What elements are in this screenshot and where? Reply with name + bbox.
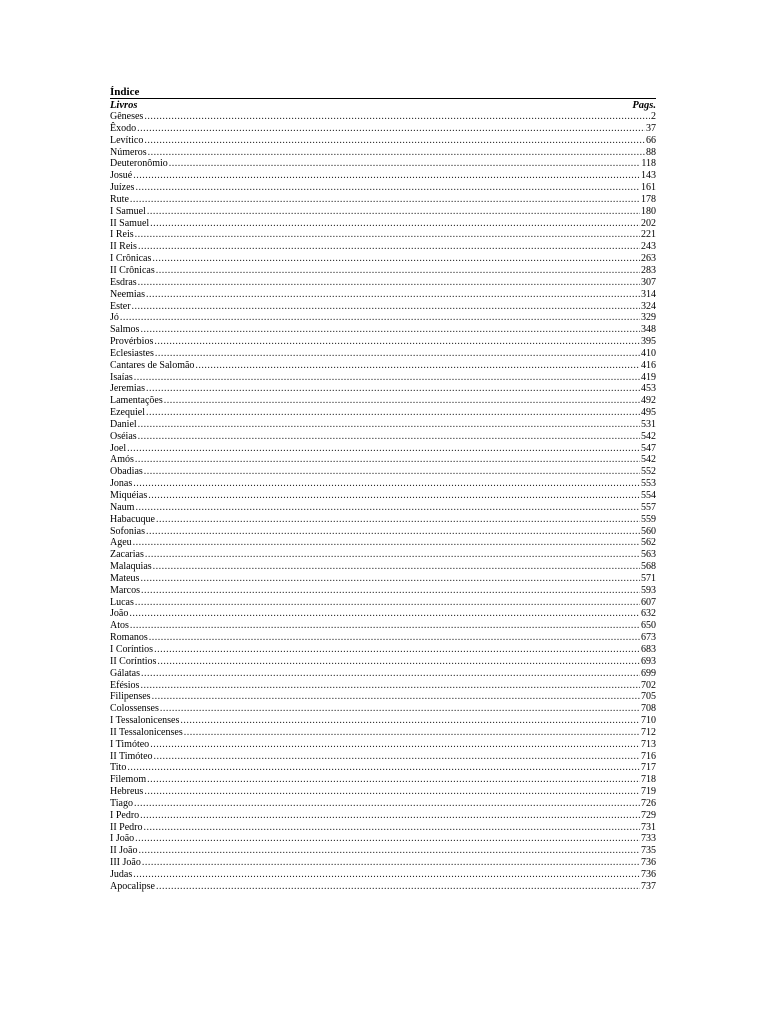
page-number: 673: [641, 632, 656, 644]
list-item: [110, 727, 656, 739]
dot-leader: [169, 158, 641, 170]
dot-leader: [150, 739, 640, 751]
book-name: Judas: [110, 869, 133, 880]
list-item: [110, 170, 656, 182]
book-name: Êxodo: [110, 122, 137, 134]
page-number: 2: [651, 111, 656, 122]
dot-leader: [156, 514, 640, 526]
list-item: [110, 691, 656, 703]
dot-leader: [160, 703, 640, 715]
list-item: [110, 857, 656, 869]
dot-leader: [148, 147, 645, 159]
list-item: [110, 301, 656, 313]
book-name: Naum: [110, 501, 135, 513]
dot-leader: [130, 194, 640, 206]
book-name: Oséias: [110, 430, 137, 442]
book-name: Obadias: [110, 466, 143, 478]
page-number: 547: [641, 442, 656, 454]
page-number: 554: [641, 490, 656, 501]
list-item: [110, 265, 656, 277]
page-number: 492: [641, 395, 656, 407]
book-name: II Pedro: [110, 821, 143, 833]
dot-leader: [135, 182, 640, 194]
dot-leader: [120, 312, 640, 324]
dot-leader: [133, 869, 640, 881]
book-name: Miquéias: [110, 490, 148, 501]
page-number: 632: [641, 608, 656, 620]
list-item: [110, 312, 656, 324]
list-item: [110, 668, 656, 680]
list-item: [110, 158, 656, 170]
dot-leader: [148, 490, 640, 502]
page-number: 726: [641, 797, 656, 809]
dot-leader: [153, 561, 640, 573]
page-number: 683: [641, 643, 656, 655]
table-of-contents: [110, 86, 656, 893]
book-name: II João: [110, 845, 138, 857]
list-item: [110, 798, 656, 810]
page-number: 568: [641, 561, 656, 573]
page-number: 716: [641, 750, 656, 762]
list-item: [110, 289, 656, 301]
list-item: [110, 407, 656, 419]
book-name: Esdras: [110, 276, 137, 288]
book-name: Eclesiastes: [110, 347, 154, 359]
book-name: I Samuel: [110, 205, 146, 217]
page-number: 593: [641, 584, 656, 596]
page-number: 419: [641, 371, 656, 383]
book-name: Filipenses: [110, 691, 151, 703]
book-name: I João: [110, 833, 135, 845]
dot-leader: [155, 348, 640, 360]
list-item: [110, 703, 656, 715]
book-name: I Pedro: [110, 809, 140, 821]
book-name: Tito: [110, 762, 127, 774]
page-number: 180: [641, 205, 656, 217]
page-number: 731: [641, 821, 656, 833]
dot-leader: [134, 798, 640, 810]
book-name: Daniel: [110, 418, 137, 430]
book-name: Romanos: [110, 632, 148, 644]
list-item: [110, 715, 656, 727]
page-number: 553: [641, 478, 656, 490]
book-name: Neemias: [110, 288, 145, 300]
dot-leader: [156, 881, 640, 893]
list-item: [110, 739, 656, 751]
list-item: [110, 502, 656, 514]
list-item: [110, 620, 656, 632]
book-name: Cantares de Salomão: [110, 359, 195, 371]
dot-leader: [152, 691, 640, 703]
page-number: 571: [641, 572, 656, 584]
list-item: [110, 466, 656, 478]
dot-leader: [144, 135, 645, 147]
page-number: 263: [641, 253, 656, 265]
page-number: 542: [641, 454, 656, 466]
page-number: 416: [641, 359, 656, 371]
page-number: 202: [641, 217, 656, 229]
list-item: [110, 680, 656, 692]
dot-leader: [147, 206, 640, 218]
book-name: Filemom: [110, 774, 147, 786]
book-name: Salmos: [110, 324, 140, 336]
list-item: [110, 597, 656, 609]
page-number: 37: [646, 122, 656, 134]
book-name: Jó: [110, 312, 119, 324]
page-number: 531: [641, 418, 656, 430]
dot-leader: [195, 360, 640, 372]
list-item: [110, 881, 656, 893]
dot-leader: [156, 265, 640, 277]
page-number: 699: [641, 667, 656, 679]
page-number: 395: [641, 336, 656, 348]
book-name: Rute: [110, 193, 129, 205]
page-number: 552: [641, 466, 656, 478]
list-item: [110, 383, 656, 395]
dot-leader: [133, 537, 640, 549]
list-item: [110, 241, 656, 253]
book-name: II Coríntios: [110, 655, 157, 667]
list-item: [110, 810, 656, 822]
dot-leader: [133, 170, 640, 182]
dot-leader: [134, 372, 640, 384]
dot-leader: [127, 443, 640, 455]
book-name: Malaquias: [110, 561, 152, 573]
page-number: 736: [641, 857, 656, 869]
pages-column-label: Pags.: [632, 100, 656, 111]
list-item: [110, 514, 656, 526]
book-name: Colossenses: [110, 703, 159, 715]
list-item: [110, 751, 656, 763]
dot-leader: [154, 336, 640, 348]
book-name: II Reis: [110, 241, 137, 253]
book-name: Amós: [110, 454, 134, 466]
book-name: Levítico: [110, 134, 144, 146]
page-number: 736: [641, 869, 656, 880]
book-name: Ester: [110, 300, 131, 312]
page-number: 607: [641, 596, 656, 608]
book-name: Apocalipse: [110, 880, 155, 892]
dot-leader: [164, 395, 640, 407]
page-number: 88: [646, 146, 656, 158]
page-number: 693: [641, 655, 656, 667]
list-item: [110, 644, 656, 656]
book-name: Jeremias: [110, 383, 145, 395]
list-item: [110, 431, 656, 443]
list-item: [110, 490, 656, 502]
book-name: Atos: [110, 620, 129, 632]
book-name: Gêneses: [110, 111, 144, 122]
book-name: II Timóteo: [110, 750, 153, 762]
list-item: [110, 573, 656, 585]
book-name: Gálatas: [110, 667, 140, 679]
page-number: 178: [641, 193, 656, 205]
page-number: 557: [641, 501, 656, 513]
book-name: II Tessalonicenses: [110, 726, 183, 738]
page-number: 495: [641, 407, 656, 419]
dot-leader: [146, 526, 640, 538]
list-item: [110, 443, 656, 455]
book-name: Juízes: [110, 182, 135, 194]
page-number: 712: [641, 726, 656, 738]
dot-leader: [140, 810, 640, 822]
dot-leader: [146, 289, 640, 301]
list-item: [110, 182, 656, 194]
book-name: Lucas: [110, 596, 134, 608]
list-item: [110, 419, 656, 431]
list-item: [110, 561, 656, 573]
dot-leader: [129, 608, 640, 620]
dot-leader: [130, 620, 640, 632]
page-number: 329: [641, 312, 656, 324]
dot-leader: [135, 502, 640, 514]
book-name: II Crônicas: [110, 264, 155, 276]
page-number: 563: [641, 549, 656, 561]
list-item: [110, 774, 656, 786]
dot-leader: [127, 762, 640, 774]
dot-leader: [141, 668, 640, 680]
book-name: I Crônicas: [110, 253, 152, 265]
book-name: Números: [110, 146, 147, 158]
list-item: [110, 206, 656, 218]
list-item: [110, 336, 656, 348]
list-item: [110, 147, 656, 159]
book-name: Tiago: [110, 797, 133, 809]
dot-leader: [135, 597, 640, 609]
book-name: Jonas: [110, 478, 133, 490]
dot-leader: [146, 407, 640, 419]
page-number: 143: [641, 170, 656, 182]
page-number: 221: [641, 229, 656, 241]
page-number: 314: [641, 288, 656, 300]
dot-leader: [144, 466, 640, 478]
dot-leader: [142, 857, 640, 869]
page-number: 161: [641, 182, 656, 194]
page-number: 710: [641, 715, 656, 727]
page-number: 702: [641, 679, 656, 691]
dot-leader: [133, 478, 640, 490]
page-number: 729: [641, 809, 656, 821]
list-item: [110, 632, 656, 644]
page-number: 118: [641, 158, 656, 170]
list-item: [110, 229, 656, 241]
book-name: Mateus: [110, 572, 140, 584]
list-item: [110, 656, 656, 668]
dot-leader: [135, 229, 640, 241]
book-name: Isaías: [110, 371, 133, 383]
dot-leader: [157, 656, 640, 668]
dot-leader: [138, 241, 640, 253]
list-item: [110, 454, 656, 466]
dot-leader: [154, 751, 640, 763]
page-number: 348: [641, 324, 656, 336]
page-number: 560: [641, 525, 656, 537]
dot-leader: [147, 774, 640, 786]
page-number: 283: [641, 264, 656, 276]
book-name: Deuteronômio: [110, 158, 168, 170]
page-number: 733: [641, 833, 656, 845]
book-name: Hebreus: [110, 786, 144, 798]
list-item: [110, 537, 656, 549]
list-item: [110, 218, 656, 230]
dot-leader: [137, 123, 645, 135]
book-name: Zacarias: [110, 549, 144, 561]
page-number: 542: [641, 430, 656, 442]
book-name: Habacuque: [110, 513, 155, 525]
dot-leader: [138, 277, 640, 289]
list-item: [110, 822, 656, 834]
list-item: [110, 549, 656, 561]
book-name: II Samuel: [110, 217, 150, 229]
dot-leader: [141, 585, 640, 597]
list-item: [110, 833, 656, 845]
book-name: Efésios: [110, 679, 140, 691]
toc-list: [110, 111, 656, 893]
list-item: [110, 277, 656, 289]
list-item: [110, 111, 656, 123]
page-number: 650: [641, 620, 656, 632]
list-item: [110, 526, 656, 538]
list-item: [110, 348, 656, 360]
book-name: III João: [110, 857, 141, 869]
dot-leader: [140, 573, 640, 585]
book-name: Ezequiel: [110, 407, 145, 419]
page-number: 705: [641, 691, 656, 703]
list-item: [110, 845, 656, 857]
dot-leader: [145, 549, 640, 561]
page-number: 410: [641, 347, 656, 359]
book-name: Marcos: [110, 584, 140, 596]
book-name: Josué: [110, 170, 133, 182]
list-item: [110, 762, 656, 774]
page-number: 735: [641, 845, 656, 857]
toc-header: [110, 98, 656, 111]
dot-leader: [144, 822, 641, 834]
page-number: 307: [641, 276, 656, 288]
dot-leader: [135, 454, 640, 466]
dot-leader: [140, 680, 640, 692]
dot-leader: [138, 431, 640, 443]
book-name: I Tessalonicenses: [110, 715, 180, 727]
page-number: 66: [646, 134, 656, 146]
list-item: [110, 786, 656, 798]
page-number: 562: [641, 537, 656, 549]
list-item: [110, 395, 656, 407]
dot-leader: [146, 383, 640, 395]
list-item: [110, 360, 656, 372]
book-name: I Coríntios: [110, 643, 154, 655]
book-name: I Timóteo: [110, 738, 150, 750]
book-name: Joel: [110, 442, 127, 454]
dot-leader: [154, 644, 640, 656]
list-item: [110, 869, 656, 881]
book-name: Ageu: [110, 537, 132, 549]
dot-leader: [152, 253, 640, 265]
dot-leader: [184, 727, 640, 739]
page-number: 713: [641, 738, 656, 750]
book-name: João: [110, 608, 129, 620]
dot-leader: [144, 786, 640, 798]
list-item: [110, 324, 656, 336]
page-number: 717: [641, 762, 656, 774]
dot-leader: [132, 301, 640, 313]
dot-leader: [135, 833, 640, 845]
page-number: 737: [641, 880, 656, 892]
dot-leader: [150, 218, 640, 230]
books-column-label: Livros: [110, 100, 138, 111]
page-number: 718: [641, 774, 656, 786]
dot-leader: [180, 715, 640, 727]
book-name: Lamentações: [110, 395, 163, 407]
dot-leader: [138, 419, 640, 431]
list-item: [110, 194, 656, 206]
dot-leader: [149, 632, 640, 644]
list-item: [110, 123, 656, 135]
list-item: [110, 372, 656, 384]
page-number: 243: [641, 241, 656, 253]
book-name: I Reis: [110, 229, 134, 241]
page-number: 708: [641, 703, 656, 715]
book-name: Sofonias: [110, 525, 145, 537]
list-item: [110, 585, 656, 597]
list-item: [110, 608, 656, 620]
list-item: [110, 478, 656, 490]
book-name: Provérbios: [110, 336, 154, 348]
page-number: 453: [641, 383, 656, 395]
list-item: [110, 253, 656, 265]
page-number: 719: [641, 786, 656, 798]
dot-leader: [144, 111, 650, 123]
page-title: Índice: [110, 86, 140, 98]
page-number: 559: [641, 513, 656, 525]
dot-leader: [140, 324, 640, 336]
page-number: 324: [641, 300, 656, 312]
dot-leader: [139, 845, 641, 857]
list-item: [110, 135, 656, 147]
